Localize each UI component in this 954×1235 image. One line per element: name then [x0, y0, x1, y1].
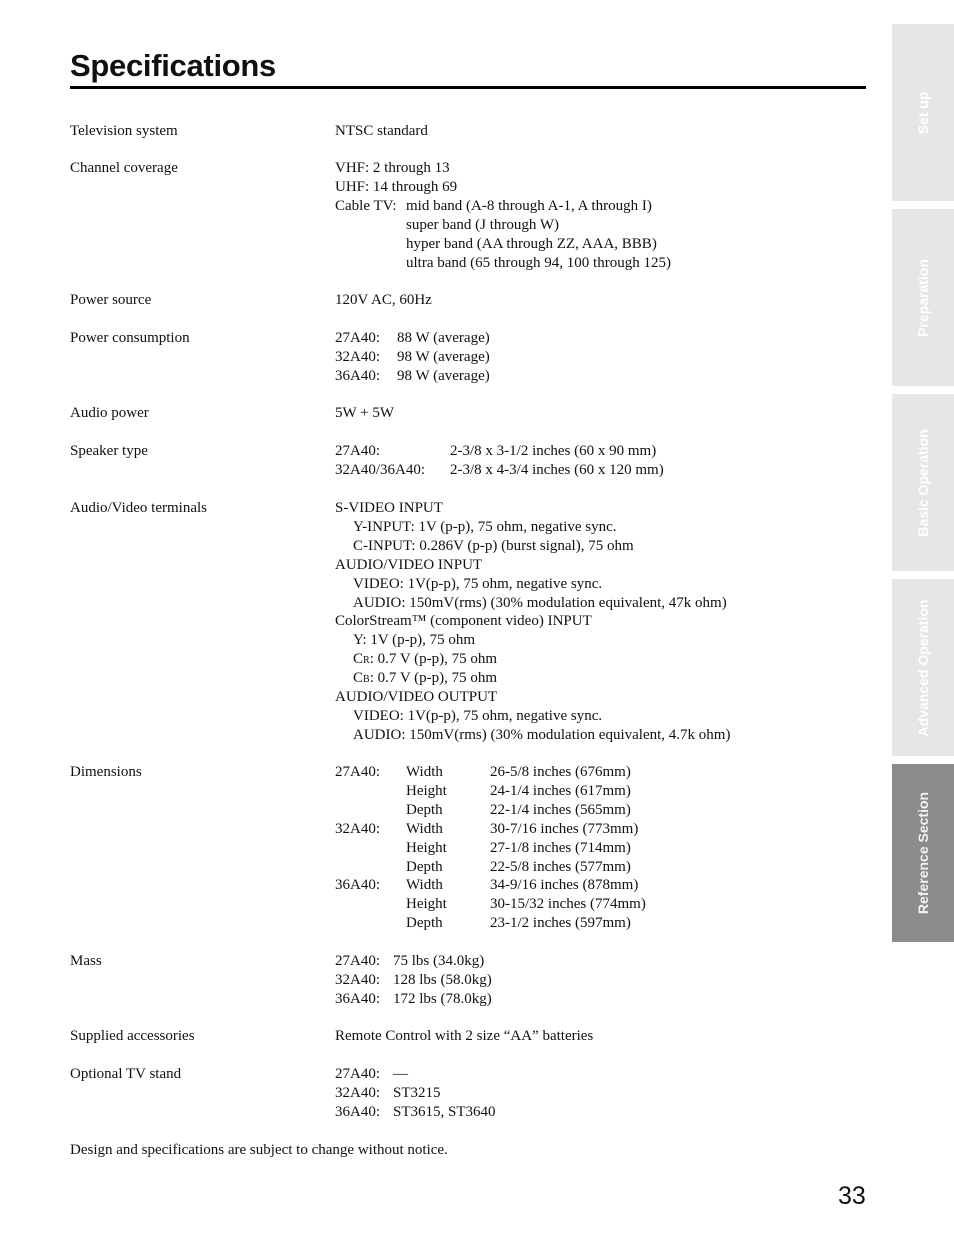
spec-value: 23-1/2 inches (597mm) — [490, 915, 631, 932]
page-number: 33 — [838, 1182, 866, 1210]
spec-value: hyper band (AA through ZZ, AAA, BBB) — [406, 235, 657, 252]
spec-label: Mass — [70, 953, 102, 969]
spec-value-key: 32A40/36A40: — [335, 461, 425, 478]
spec-value-key: 36A40: — [335, 1103, 380, 1120]
spec-label: Supplied accessories — [70, 1028, 195, 1044]
spec-label: Audio/Video terminals — [70, 500, 207, 516]
spec-value: AUDIO: 150mV(rms) (30% modulation equivalent, 47k ohm) — [353, 594, 727, 611]
spec-value: 34-9/16 inches (878mm) — [490, 877, 639, 894]
spec-label: Power source — [70, 292, 152, 308]
tab-reference-section[interactable] — [892, 764, 954, 942]
spec-value-key: 27A40: — [335, 953, 380, 969]
spec-value-key: Cable TV: — [335, 197, 397, 214]
spec-value: ST3615, ST3640 — [393, 1103, 496, 1120]
spec-value: Width — [406, 764, 443, 780]
spec-value: Depth — [406, 915, 443, 932]
spec-value-key: 32A40: — [335, 971, 380, 988]
spec-value-key: 27A40: — [335, 1066, 380, 1082]
spec-value: Y-INPUT: 1V (p-p), 75 ohm, negative sync. — [353, 518, 617, 535]
spec-value: Height — [406, 839, 447, 856]
title-rule — [70, 86, 866, 89]
spec-value: 22-5/8 inches (577mm) — [490, 858, 631, 875]
spec-value: C-INPUT: 0.286V (p-p) (burst signal), 75 ohm — [353, 537, 634, 554]
spec-value: 98 W (average) — [397, 348, 490, 365]
spec-value-key: 36A40: — [335, 990, 380, 1007]
spec-value: AUDIO/VIDEO INPUT — [335, 556, 483, 573]
spec-value: 2-3/8 x 3-1/2 inches (60 x 90 mm) — [450, 443, 657, 459]
spec-value: 26-5/8 inches (676mm) — [490, 764, 631, 780]
page-title: Specifications — [70, 48, 276, 83]
tab-label: Advanced Operation — [915, 599, 931, 736]
tab-label: Basic Operation — [915, 428, 931, 537]
spec-value: 30-7/16 inches (773mm) — [490, 820, 639, 837]
spec-value-key: 32A40: — [335, 820, 380, 837]
spec-value: 24-1/4 inches (617mm) — [490, 782, 631, 799]
spec-label: Optional TV stand — [70, 1066, 182, 1082]
spec-value: Remote Control with 2 size “AA” batteries — [335, 1028, 594, 1044]
spec-value: 75 lbs (34.0kg) — [393, 953, 485, 969]
spec-value-key: 32A40: — [335, 1084, 380, 1101]
spec-value: Width — [406, 820, 443, 837]
spec-value: ultra band (65 through 94, 100 through 125) — [406, 254, 671, 271]
spec-value: ColorStream™ (component video) INPUT — [335, 613, 592, 630]
spec-value: 88 W (average) — [397, 330, 490, 346]
spec-value-key: 27A40: — [335, 764, 380, 780]
spec-value: AUDIO/VIDEO OUTPUT — [335, 689, 498, 705]
spec-value: S-VIDEO INPUT — [335, 500, 443, 516]
spec-value: 22-1/4 inches (565mm) — [490, 801, 631, 818]
tab-label: Preparation — [915, 258, 931, 337]
tab-basic-operation[interactable] — [892, 394, 954, 571]
spec-value: super band (J through W) — [406, 216, 560, 233]
spec-value: Height — [406, 782, 447, 799]
spec-label: Audio power — [70, 405, 149, 421]
spec-value: CR: 0.7 V (p-p), 75 ohm — [353, 651, 498, 668]
spec-value: VIDEO: 1V(p-p), 75 ohm, negative sync. — [353, 707, 603, 724]
spec-value: CB: 0.7 V (p-p), 75 ohm — [353, 670, 498, 687]
spec-label: Channel coverage — [70, 160, 178, 176]
tab-preparation[interactable] — [892, 209, 954, 386]
spec-value-key: 36A40: — [335, 877, 380, 894]
spec-label: Television system — [70, 123, 178, 139]
footnote: Design and specifications are subject to change without notice. — [70, 1142, 448, 1158]
spec-value: mid band (A-8 through A-1, A through I) — [406, 197, 652, 214]
spec-value: Height — [406, 896, 447, 913]
spec-value: VHF: 2 through 13 — [335, 160, 450, 176]
spec-value: Depth — [406, 858, 443, 875]
spec-value: VIDEO: 1V(p-p), 75 ohm, negative sync. — [353, 575, 603, 592]
spec-value: 172 lbs (78.0kg) — [393, 990, 492, 1007]
tab-set-up[interactable] — [892, 24, 954, 201]
tab-label: Set up — [915, 91, 931, 134]
spec-label: Power consumption — [70, 330, 190, 346]
spec-value: NTSC standard — [335, 123, 428, 139]
tab-label: Reference Section — [915, 791, 931, 915]
spec-value-key: 36A40: — [335, 367, 380, 384]
spec-value-key: 32A40: — [335, 348, 380, 365]
spec-value: Y: 1V (p-p), 75 ohm — [353, 632, 476, 649]
spec-label: Speaker type — [70, 443, 148, 459]
spec-value: 30-15/32 inches (774mm) — [490, 896, 646, 913]
spec-value: 98 W (average) — [397, 367, 490, 384]
spec-value: ST3215 — [393, 1084, 441, 1101]
spec-value: Depth — [406, 801, 443, 818]
spec-value: 120V AC, 60Hz — [335, 292, 432, 308]
spec-value: 27-1/8 inches (714mm) — [490, 839, 631, 856]
spec-value-key: 27A40: — [335, 330, 380, 346]
spec-value: AUDIO: 150mV(rms) (30% modulation equivalent, 4.7k ohm) — [353, 726, 731, 743]
spec-value: Width — [406, 877, 443, 894]
spec-value: 5W + 5W — [335, 405, 395, 421]
tab-advanced-operation[interactable] — [892, 579, 954, 756]
spec-value: 128 lbs (58.0kg) — [393, 971, 492, 988]
spec-value: 2-3/8 x 4-3/4 inches (60 x 120 mm) — [450, 461, 664, 478]
spec-value-key: 27A40: — [335, 443, 380, 459]
spec-label: Dimensions — [70, 764, 142, 780]
spec-value: — — [393, 1066, 408, 1082]
spec-value: UHF: 14 through 69 — [335, 178, 458, 195]
